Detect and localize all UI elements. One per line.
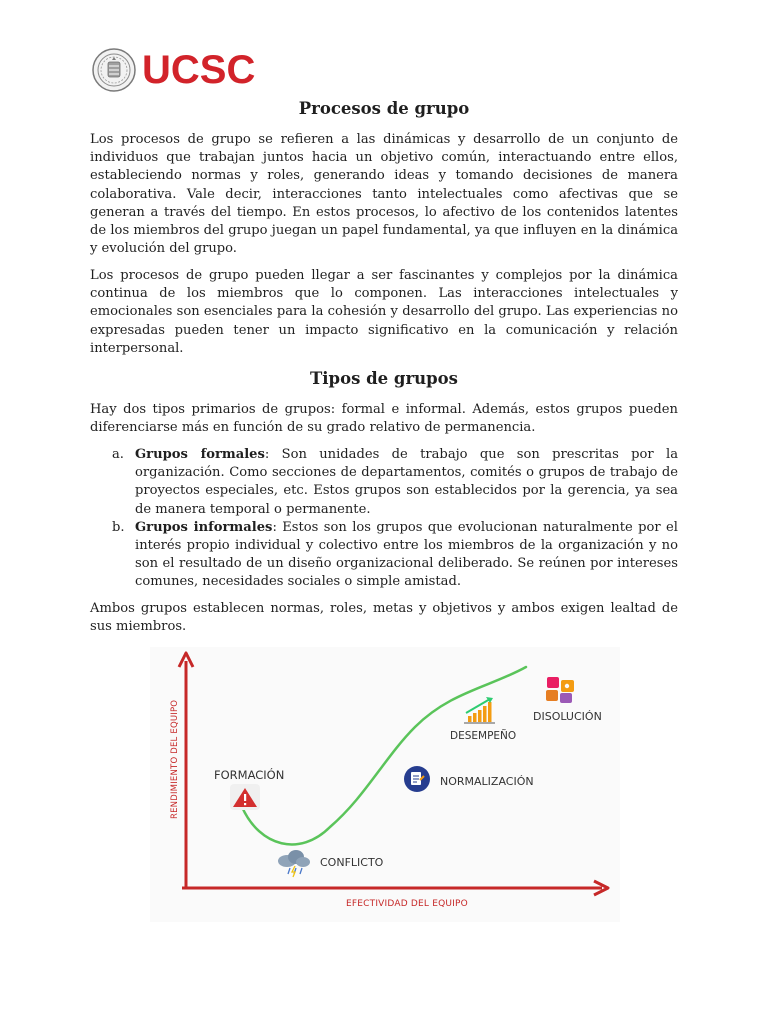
stage-label-desempeno: DESEMPEÑO: [450, 730, 517, 742]
stage-label-conflicto: CONFLICTO: [320, 856, 384, 869]
list-term: Grupos informales: [135, 519, 273, 535]
team-development-diagram: [150, 647, 620, 922]
document-circle-icon: [404, 766, 430, 792]
list-marker: a.: [112, 447, 124, 462]
y-axis-label: RENDIMIENTO DEL EQUIPO: [170, 699, 180, 819]
paragraph-closing: Ambos grupos establecen normas, roles, metas y objetivos y ambos exigen lealtad de sus miembros.: [90, 601, 678, 635]
section-title-procesos: Procesos de grupo: [298, 99, 470, 118]
logo-text: UCSC: [142, 48, 256, 92]
diagram-canvas: [150, 647, 620, 922]
list-text: : Estos son los grupos que evolucionan naturalmente por el interés propio individual y colectivo entre los miembros de la organización y no son el resultado de un diseño organizacional deliberado. Se reúnen por intereses comunes, necesidades sociales o simple amistad.: [135, 519, 678, 590]
list-item: [90, 519, 678, 592]
paragraph-2: Los procesos de grupo pueden llegar a ser fascinantes y complejos por la dinámica continua de los miembros que lo componen. Las interacciones intelectuales y emocionales son esenciales para la cohesión y desarrollo del grupo. Las experiencias no expresadas pueden tener un impacto significativo en la comunicación y relación interpersonal.: [90, 268, 678, 356]
university-seal-icon: [92, 48, 136, 92]
x-axis-label: EFECTIVIDAD DEL EQUIPO: [346, 899, 468, 909]
paragraph-intro: Hay dos tipos primarios de grupos: formal e informal. Además, estos grupos pueden diferenciarse más en función de su grado relativo de permanencia.: [90, 402, 678, 436]
list-item: [90, 446, 678, 519]
warning-icon: [230, 784, 260, 810]
stage-label-normalizacion: NORMALIZACIÓN: [440, 775, 534, 788]
group-types-list: [90, 446, 678, 592]
stage-label-formacion: FORMACIÓN: [214, 768, 285, 782]
section-title-tipos: Tipos de grupos: [310, 369, 458, 388]
paragraph-1: Los procesos de grupo se refieren a las dinámicas y desarrollo de un conjunto de individuos que trabajan juntos hacia un objetivo común, interactuando entre ellos, estableciendo normas y roles, generando ideas y tomando decisiones de manera colaborativa. Vale decir, interacciones tanto intelectuales como afectivas que se generan a través del tiempo. En estos procesos, lo afectivo de los contenidos latentes de los miembros del grupo juegan un papel fundamental, ya que influyen en la dinámica y evolución del grupo.: [90, 132, 678, 257]
header: [92, 44, 255, 96]
list-text: : Son unidades de trabajo que son prescritas por la organización. Como secciones de departamentos, comités o grupos de trabajo de proyectos especiales, etc. Estos grupos son establecidos por la gerencia, ya sea de manera temporal o permanente.: [135, 447, 678, 517]
list-term: Grupos formales: [135, 447, 265, 462]
list-marker: b.: [112, 519, 125, 535]
stage-label-disolucion: DISOLUCIÓN: [533, 710, 602, 723]
